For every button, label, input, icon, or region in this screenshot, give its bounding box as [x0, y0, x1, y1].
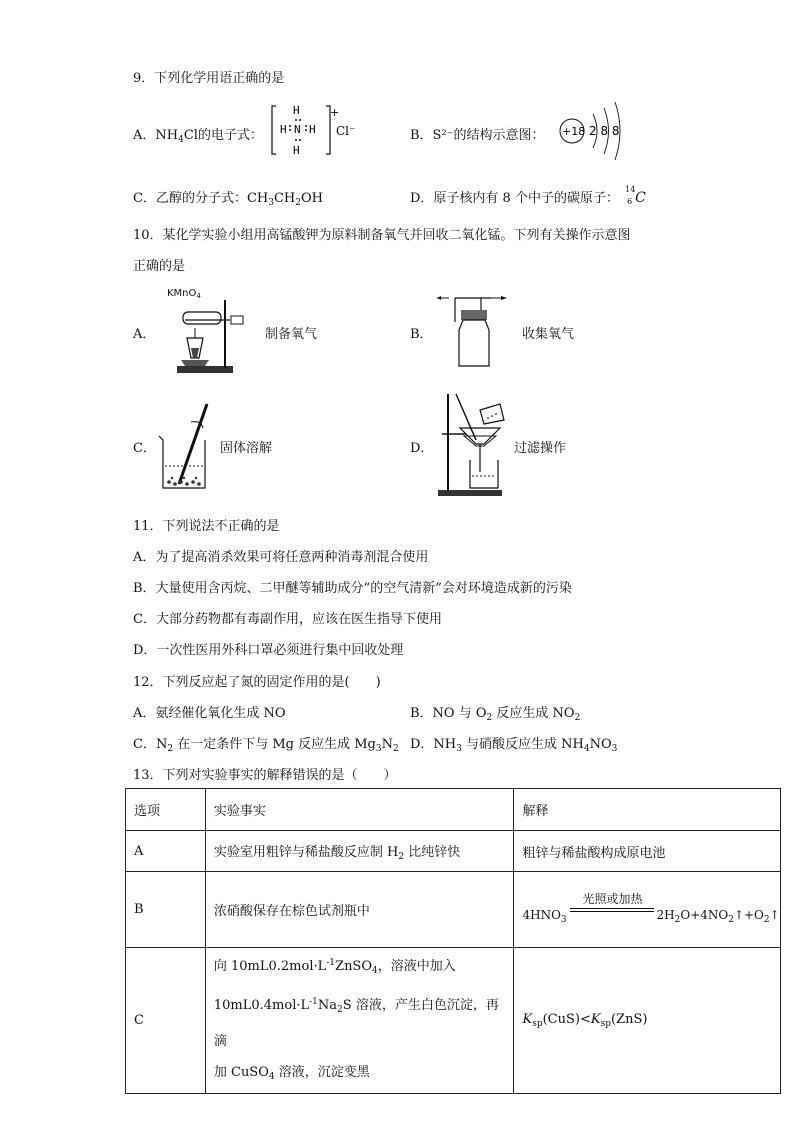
electron-shells: 2 8 8	[589, 124, 620, 138]
q13-table	[125, 788, 781, 1094]
table-row	[126, 831, 781, 872]
row-b-equation: $4HNO_3$ 光照或加热 $2H_2O+4NO_2↑+O_2↑$	[514, 872, 781, 948]
header-explanation: 解释	[514, 789, 781, 831]
q11-option-c: C．大部分药物都有毒副作用，应该在医生指导下使用	[133, 612, 442, 627]
q11-option-b: B．大量使用含丙烷、二甲醚等辅助成分“的空气清新”会对环境造成新的污染	[133, 581, 572, 596]
table-row	[126, 872, 781, 948]
row-c-explanation: $K_{sp}(CuS)<K_{sp}(ZnS)$	[514, 948, 781, 1094]
chloride-ion: Cl⁻	[336, 124, 356, 138]
oxygen-preparation-apparatus	[175, 298, 255, 376]
h-bottom: H	[293, 144, 300, 157]
q11-option-d: D．一次性医用外科口罩必须进行集中回收处理	[133, 643, 404, 658]
beaker-dissolving	[155, 402, 215, 494]
row-a-option: A	[126, 831, 206, 872]
row-c-option: C	[126, 948, 206, 1094]
header-option: 选项	[126, 789, 206, 831]
n-center: N	[294, 123, 301, 136]
q11-option-a: A．为了提高消杀效果可将任意两种消毒剂混合使用	[133, 550, 429, 565]
reaction-condition: 光照或加热	[582, 891, 643, 906]
q10-option-c-caption: 固体溶解	[220, 441, 273, 456]
h-top: H	[293, 104, 300, 117]
q9-option-c: C．乙醇的分子式：$CH_3CH_2OH$	[133, 191, 323, 208]
q12-option-d: D．$NH_3$ 与硝酸反应生成 $NH_4NO_3$	[410, 737, 618, 754]
row-b-fact: 浓硝酸保存在棕色试剂瓶中	[205, 872, 514, 948]
q12-option-c: C．$N_2$ 在一定条件下与 Mg 反应生成 $Mg_3N_2$	[133, 737, 399, 754]
gas-collecting-bottle	[435, 290, 515, 372]
q10-option-a-caption: 制备氧气	[265, 327, 318, 342]
h-left: H	[280, 123, 287, 136]
q9-option-d: D．原子核内有 8 个中子的碳原子： 14 6 C	[410, 184, 646, 206]
q9-option-a: A．$NH_4Cl$的电子式：	[133, 128, 263, 145]
row-a-explanation: 粗锌与稀盐酸构成原电池	[514, 831, 781, 872]
q10-option-d-label: D．	[410, 441, 434, 456]
sulfide-structure-diagram	[557, 96, 637, 162]
q10-stem-line1: 10．某化学实验小组用高锰酸钾为原料制备氧气并回收二氧化锰。下列有关操作示意图	[133, 228, 631, 243]
q9-stem: 9．下列化学用语正确的是	[133, 71, 285, 86]
ammonium-electron-formula	[270, 100, 370, 160]
q10-option-b-caption: 收集氧气	[522, 327, 575, 342]
q11-stem: 11．下列说法不正确的是	[133, 519, 280, 534]
filtration-apparatus	[436, 390, 516, 500]
q12-option-b: B．NO 与 $O_2$ 反应生成 $NO_2$	[410, 706, 581, 723]
carbon-isotope: 14 6 C	[625, 184, 646, 206]
row-c-fact: 向 $10mL0.2mol\cdot L^{-1}ZnSO_4$，溶液中加入 $10mL0.4mol\cdot L^{-1}Na_2S$ 溶液，产生白色沉淀，再滴 加 CuSO$_4$ 溶液，沉淀变黑	[205, 948, 514, 1094]
row-b-option: B	[126, 872, 206, 948]
q13-stem: 13．下列对实验事实的解释错误的是（ ）	[133, 768, 397, 783]
kmno4-label: KMnO$_4$	[167, 288, 201, 300]
q10-stem-line2: 正确的是	[133, 259, 186, 274]
h-right: H	[309, 123, 316, 136]
q10-option-d-caption: 过滤操作	[514, 441, 567, 456]
q10-option-a-label: A．	[133, 327, 156, 342]
q12-stem: 12．下列反应起了氮的固定作用的是( )	[133, 675, 381, 690]
header-fact: 实验事实	[205, 789, 514, 831]
q12-option-a: A．氨经催化氧化生成 NO	[133, 706, 286, 721]
row-a-fact: 实验室用粗锌与稀盐酸反应制 $H_2$ 比纯锌快	[205, 831, 514, 872]
charge-plus: +	[330, 106, 340, 119]
nucleus-charge: +18	[562, 125, 586, 138]
table-row	[126, 948, 781, 1094]
q9-option-b: B．S²⁻的结构示意图：	[410, 128, 545, 143]
q10-option-c-label: C．	[133, 441, 156, 456]
q10-option-b-label: B．	[410, 327, 433, 342]
table-header-row	[126, 789, 781, 831]
